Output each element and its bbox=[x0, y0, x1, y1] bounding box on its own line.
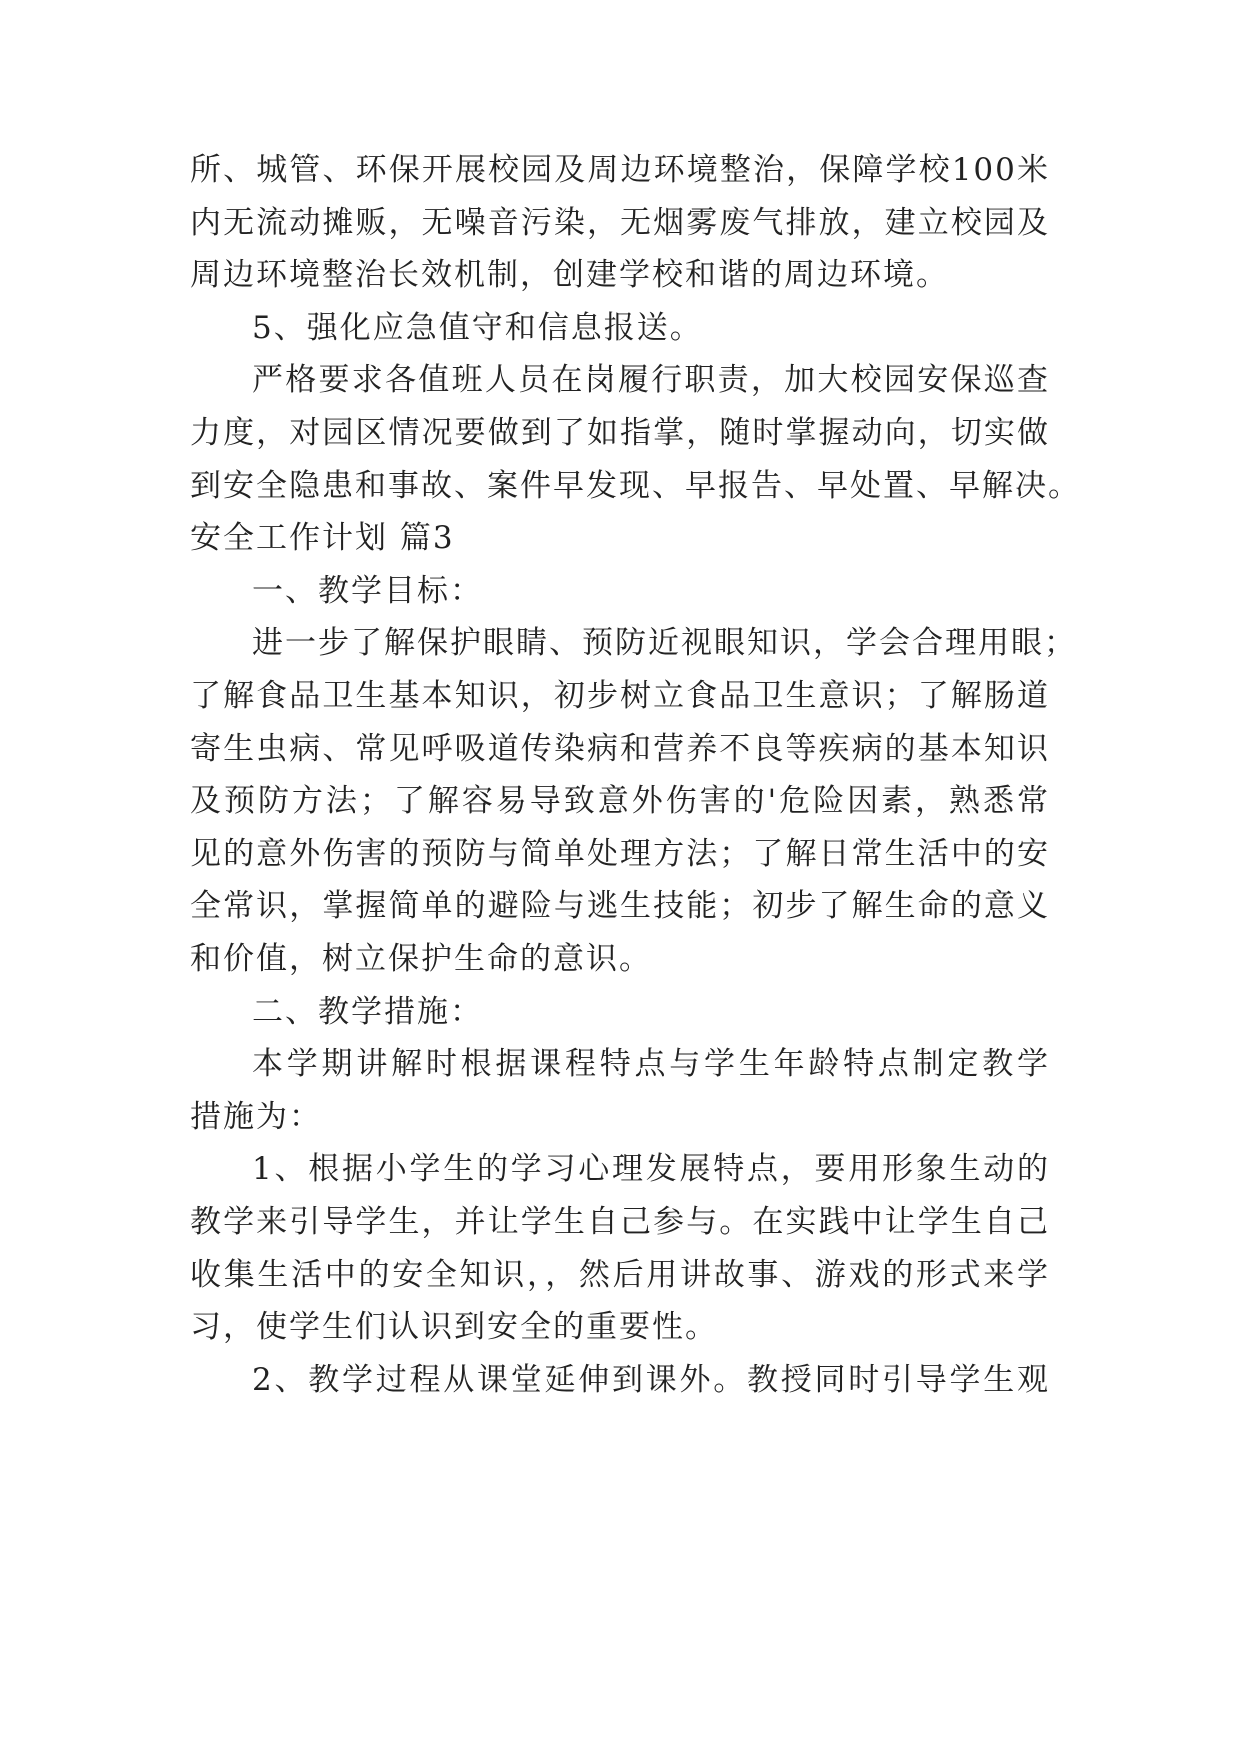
text-line: 寄生虫病、常见呼吸道传染病和营养不良等疾病的基本知识 bbox=[190, 731, 1050, 767]
text-line: 5、强化应急值守和信息报送。 bbox=[252, 310, 703, 346]
text-line: 到安全隐患和事故、案件早发现、早报告、早处置、早解决。 bbox=[190, 468, 1081, 504]
text-line: 措施为： bbox=[190, 1099, 322, 1135]
text-line: 1、根据小学生的学习心理发展特点，要用形象生动的 bbox=[252, 1151, 1050, 1187]
text-line: 一、教学目标： bbox=[252, 573, 483, 609]
text-line: 严格要求各值班人员在岗履行职责，加大校园安保巡查 bbox=[252, 362, 1050, 398]
text-line: 习，使学生们认识到安全的重要性。 bbox=[190, 1309, 718, 1345]
text-line: 内无流动摊贩，无噪音污染，无烟雾废气排放，建立校园及 bbox=[190, 205, 1050, 241]
text-line: 和价值，树立保护生命的意识。 bbox=[190, 941, 652, 977]
text-line: 见的意外伤害的预防与简单处理方法；了解日常生活中的安 bbox=[190, 836, 1050, 872]
text-line: 进一步了解保护眼睛、预防近视眼知识，学会合理用眼； bbox=[252, 625, 1077, 661]
text-line: 本学期讲解时根据课程特点与学生年龄特点制定教学 bbox=[252, 1046, 1050, 1082]
text-line: 收集生活中的安全知识，，然后用讲故事、游戏的形式来学 bbox=[190, 1257, 1050, 1293]
text-line: 所、城管、环保开展校园及周边环境整治，保障学校100米 bbox=[190, 152, 1050, 188]
text-line: 全常识，掌握简单的避险与逃生技能；初步了解生命的意义 bbox=[190, 888, 1050, 924]
text-line: 力度，对园区情况要做到了如指掌，随时掌握动向，切实做 bbox=[190, 415, 1050, 451]
text-line: 周边环境整治长效机制，创建学校和谐的周边环境。 bbox=[190, 257, 949, 293]
text-line: 安全工作计划 篇3 bbox=[190, 520, 455, 556]
text-line: 二、教学措施： bbox=[252, 994, 483, 1030]
text-line: 2、教学过程从课堂延伸到课外。教授同时引导学生观 bbox=[252, 1362, 1050, 1398]
text-line: 及预防方法；了解容易导致意外伤害的'危险因素，熟悉常 bbox=[190, 783, 1050, 819]
text-line: 教学来引导学生，并让学生自己参与。在实践中让学生自己 bbox=[190, 1204, 1050, 1240]
text-line: 了解食品卫生基本知识，初步树立食品卫生意识；了解肠道 bbox=[190, 678, 1050, 714]
